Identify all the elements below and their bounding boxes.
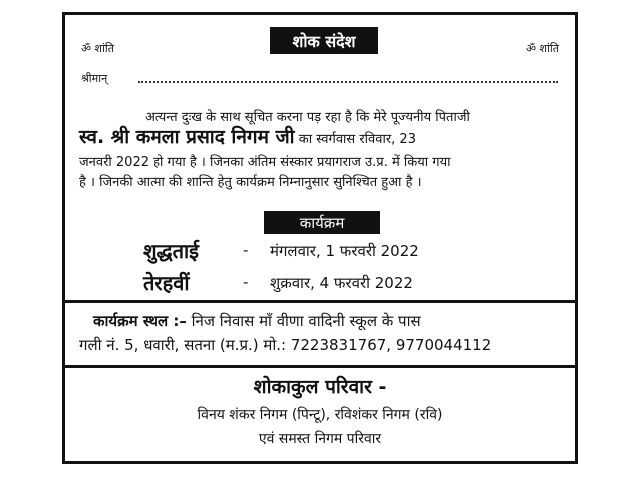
message-line-3: जनवरी 2022 हो गया है । जिनका अंतिम संस्कार प्रयागराज उ.प्र. में किया गया	[79, 155, 451, 170]
venue-address-1: निज निवास माँ वीणा वादिनी स्कूल के पास	[191, 312, 421, 330]
event-date-2: शुक्रवार, 4 फरवरी 2022	[270, 274, 413, 292]
om-shanti-right: ॐ शांति	[526, 42, 559, 55]
divider-bottom	[65, 365, 575, 368]
venue-line-2: गली नं. 5, धवारी, सतना (म.प्र.) मो.: 7223831767, 9770044112	[79, 336, 492, 354]
message-line-2-rest: का स्वर्गवास रविवार, 23	[298, 132, 416, 147]
page-title: शोक संदेश	[270, 27, 378, 54]
event-dash-1: -	[243, 241, 249, 259]
event-name-2: तेरहवीं	[143, 271, 190, 295]
venue-label: कार्यक्रम स्थल :–	[93, 312, 187, 330]
event-name-1: शुद्धताई	[143, 239, 199, 263]
event-dash-2: -	[243, 273, 249, 291]
program-heading: कार्यक्रम	[264, 211, 380, 234]
event-date-1: मंगलवार, 1 फरवरी 2022	[270, 242, 419, 260]
venue-line-1	[93, 311, 421, 331]
message-line-4: है । जिनकी आत्मा की शान्ति हेतु कार्यक्रम निम्नानुसार सुनिश्चित हुआ है ।	[79, 175, 422, 190]
salutation-label: श्रीमान्	[81, 72, 108, 85]
condolence-card	[62, 12, 578, 464]
salutation-dotted-line	[138, 81, 558, 83]
family-title: शोकाकुल परिवार -	[253, 376, 387, 398]
deceased-name: स्व. श्री कमला प्रसाद निगम जी	[79, 126, 295, 148]
divider-top	[65, 300, 575, 303]
family-members-line-2: एवं समस्त निगम परिवार	[258, 431, 382, 447]
message-line-1: अत्यन्त दुःख के साथ सूचित करना पड़ रहा है कि मेरे पूज्यनीय पिताजी	[145, 110, 470, 125]
family-members-line-1: विनय शंकर निगम (पिन्टू), रविशंकर निगम (रवि)	[197, 407, 443, 423]
om-shanti-left: ॐ शांति	[81, 42, 114, 55]
message-line-2	[79, 128, 569, 149]
